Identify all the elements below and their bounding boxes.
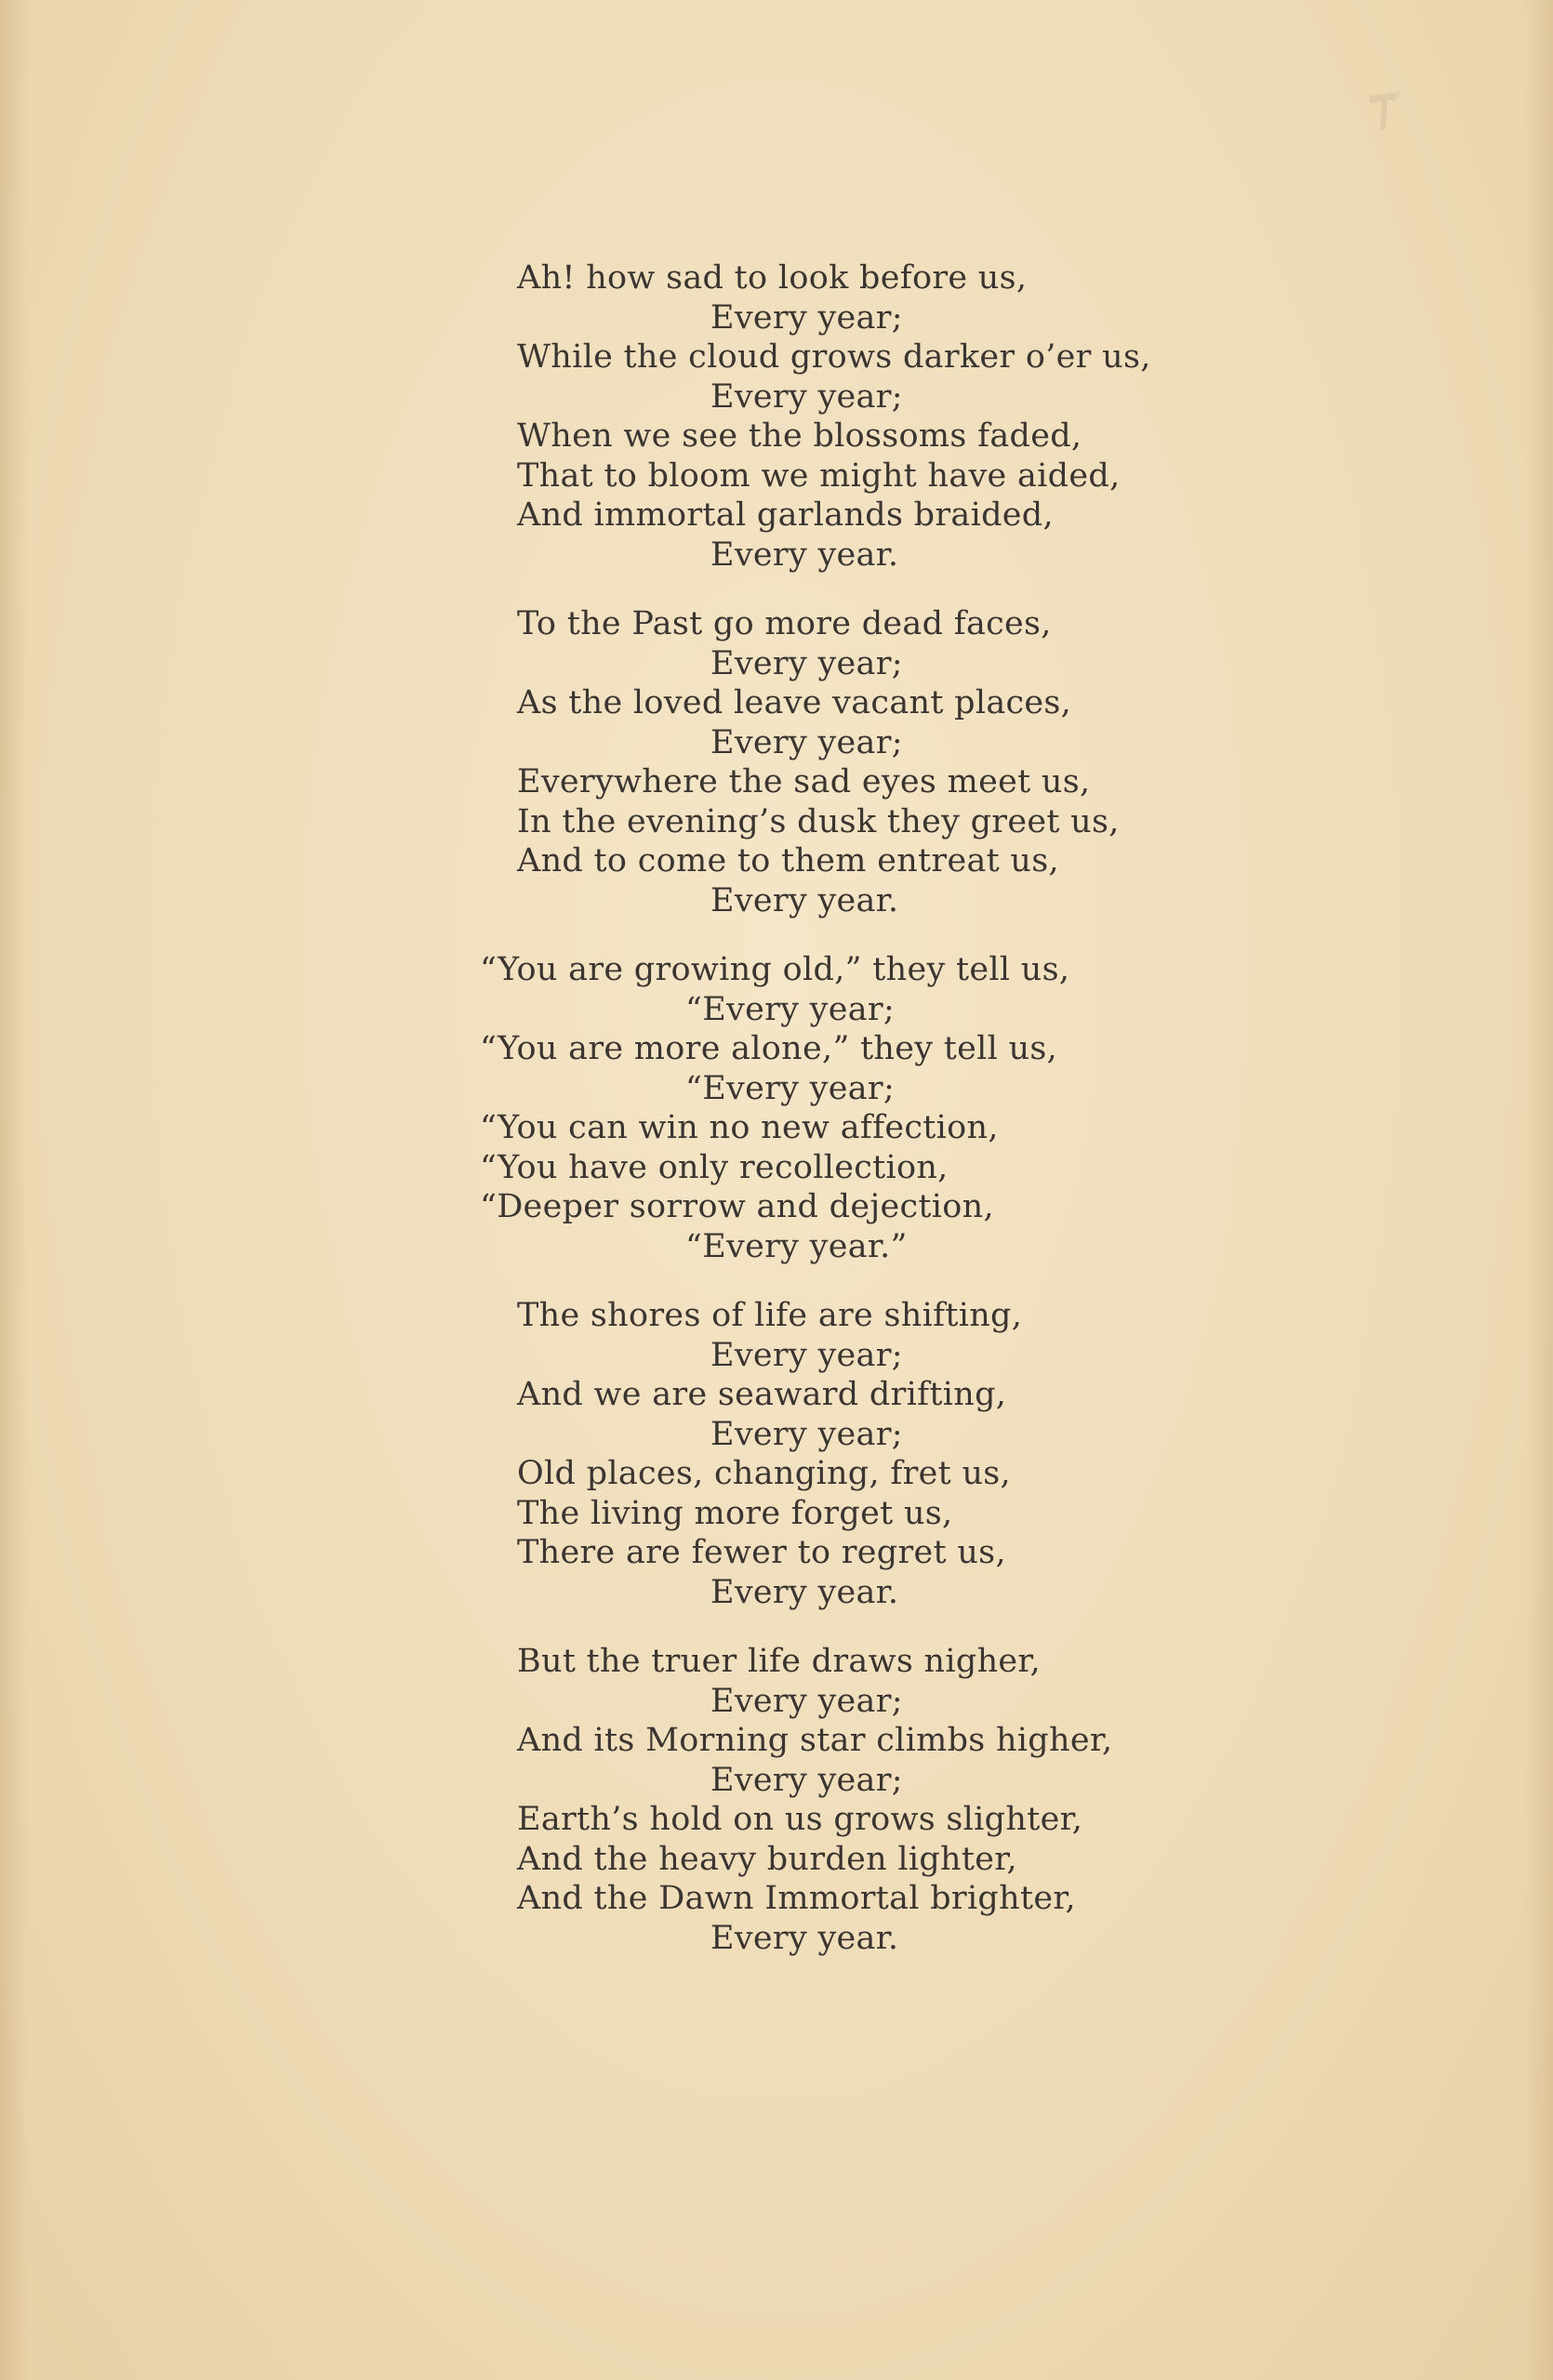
refrain-line: Every year. [710,1573,899,1611]
verse-line: “Deeper sorrow and dejection, [480,1188,994,1225]
verse-line: “You have only recollection, [480,1148,949,1186]
verse-line: And we are seaward drifting, [517,1376,1007,1413]
verse-line: And its Morning star climbs higher, [517,1722,1113,1759]
stanza [0,604,1553,920]
verse-line: In the evening’s dusk they greet us, [517,802,1120,840]
refrain-line: Every year. [710,881,899,919]
verse-line: And the heavy burden lighter, [517,1840,1017,1878]
verse-line: As the loved leave vacant places, [517,684,1072,721]
verse-line: The living more forget us, [517,1494,953,1532]
verse-line: And immortal garlands braided, [517,496,1054,534]
verse-line: Earth’s hold on us grows slighter, [517,1801,1083,1838]
refrain-line: Every year; [710,377,903,416]
verse-line: While the cloud grows darker o’er us, [517,338,1151,376]
refrain-line: Every year; [710,1682,903,1720]
verse-line: Ah! how sad to look before us, [517,259,1028,297]
verse-line: “You are growing old,” they tell us, [480,951,1070,988]
refrain-line: Every year; [710,1761,903,1799]
verse-line: There are fewer to regret us, [517,1534,1006,1571]
refrain-line: Every year; [710,723,903,761]
refrain-line: “Every year; [685,990,896,1028]
stanza [0,950,1553,1266]
verse-line: To the Past go more dead faces, [517,605,1052,642]
refrain-line: Every year; [710,1415,903,1453]
verse-line: “You are more alone,” they tell us, [480,1030,1058,1067]
verse-line: When we see the blossoms faded, [517,417,1082,455]
stanza [0,1296,1553,1612]
refrain-line: “Every year.” [685,1227,908,1265]
verse-line: “You can win no new affection, [480,1109,999,1146]
refrain-line: Every year; [710,1336,903,1374]
refrain-line: Every year; [710,644,903,682]
refrain-line: Every year. [710,536,899,574]
verse-line: And the Dawn Immortal brighter, [517,1880,1076,1917]
verse-line: And to come to them entreat us, [517,842,1059,879]
poem [0,258,1553,1988]
verse-line: But the truer life draws nigher, [517,1643,1042,1680]
verse-line: The shores of life are shifting, [517,1297,1023,1334]
stanza [0,1642,1553,1958]
stanza [0,258,1553,575]
verse-line: Old places, changing, fret us, [517,1455,1011,1492]
refrain-line: Every year; [710,298,903,337]
refrain-line: Every year. [710,1919,899,1957]
refrain-line: “Every year; [685,1069,896,1107]
corner-tear-mark [1367,88,1404,135]
verse-line: That to bloom we might have aided, [517,456,1121,495]
verse-line: Everywhere the sad eyes meet us, [517,763,1091,800]
